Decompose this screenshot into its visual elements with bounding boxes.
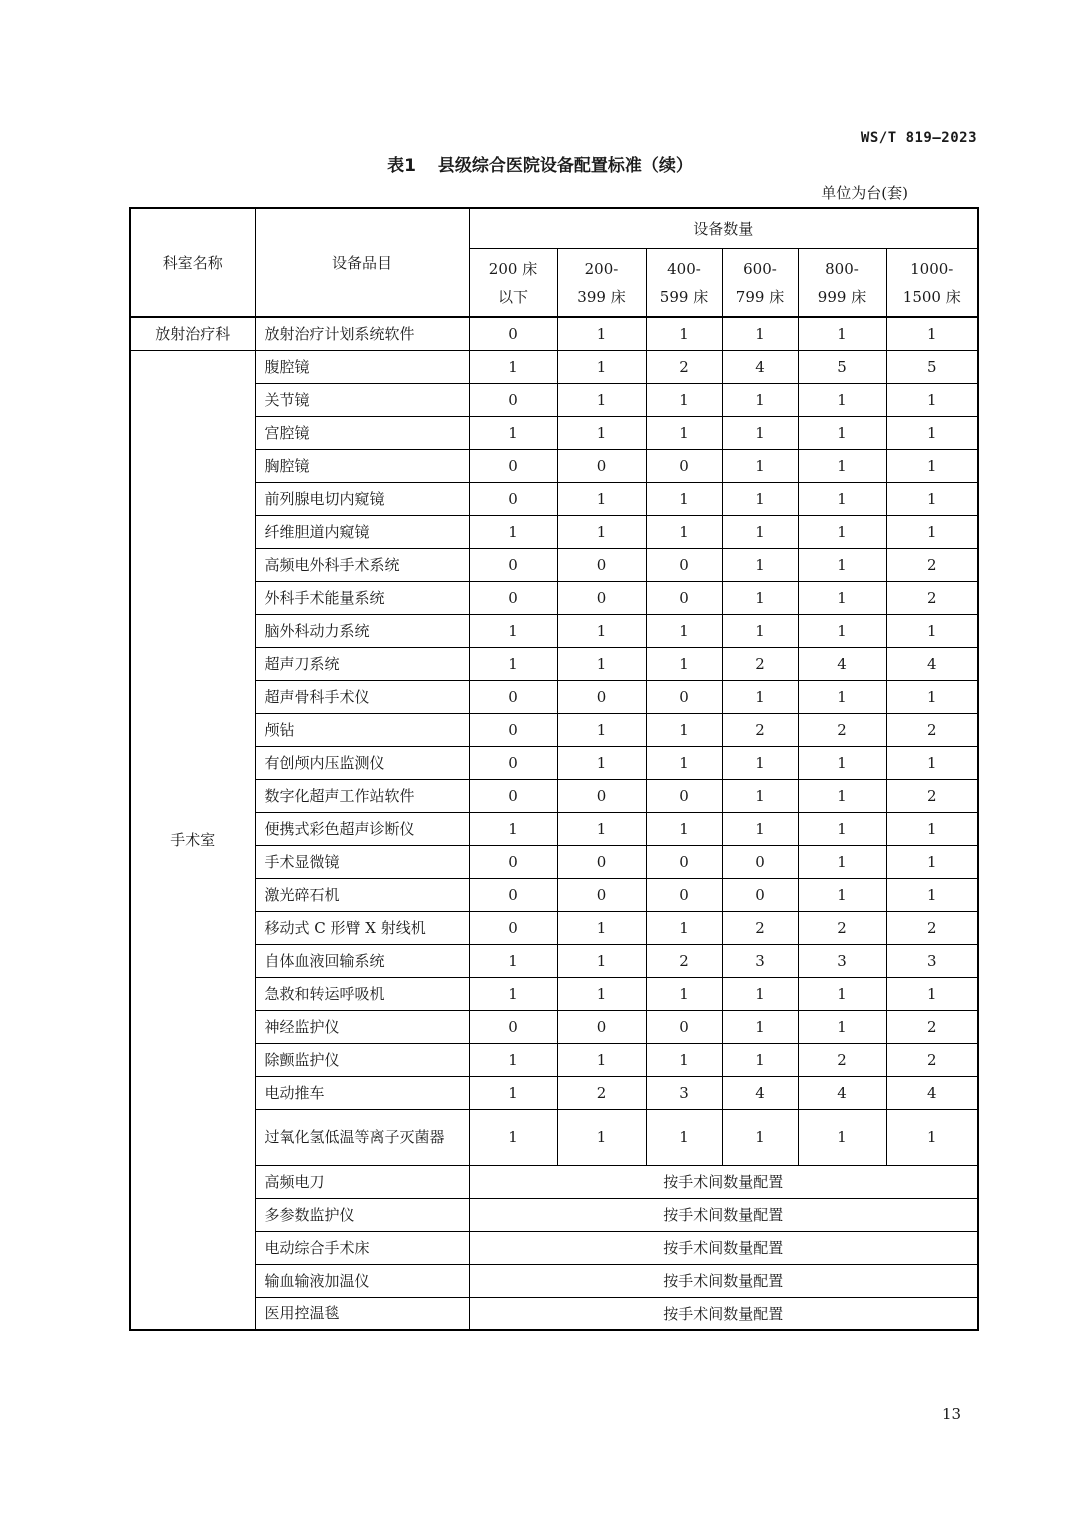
quantity-cell: 1 <box>469 1109 557 1165</box>
quantity-cell: 1 <box>798 614 886 647</box>
quantity-cell: 2 <box>886 581 978 614</box>
quantity-cell: 1 <box>646 977 722 1010</box>
equipment-item: 电动综合手术床 <box>255 1231 469 1264</box>
quantity-cell: 1 <box>646 317 722 350</box>
quantity-cell: 1 <box>886 878 978 911</box>
quantity-cell: 1 <box>722 416 798 449</box>
quantity-cell: 2 <box>557 1076 646 1109</box>
table-row <box>130 1264 978 1297</box>
header-bed-range <box>886 249 978 318</box>
table-row <box>130 1076 978 1109</box>
quantity-cell: 0 <box>646 548 722 581</box>
quantity-cell: 1 <box>469 614 557 647</box>
quantity-cell: 2 <box>798 911 886 944</box>
table-row <box>130 746 978 779</box>
quantity-cell: 1 <box>722 1109 798 1165</box>
quantity-cell: 2 <box>886 1043 978 1076</box>
quantity-cell: 2 <box>886 779 978 812</box>
quantity-cell: 1 <box>722 614 798 647</box>
quantity-cell: 1 <box>798 680 886 713</box>
quantity-cell: 0 <box>557 548 646 581</box>
header-bed-range <box>646 249 722 318</box>
quantity-cell: 2 <box>722 647 798 680</box>
quantity-cell: 1 <box>646 416 722 449</box>
quantity-note: 按手术间数量配置 <box>469 1264 978 1297</box>
quantity-cell: 1 <box>722 746 798 779</box>
department-name: 放射治疗科 <box>130 317 255 350</box>
table-number: 表1 <box>387 156 416 176</box>
quantity-cell: 3 <box>798 944 886 977</box>
quantity-cell: 2 <box>886 911 978 944</box>
quantity-cell: 1 <box>722 680 798 713</box>
quantity-cell: 5 <box>886 350 978 383</box>
table-row <box>130 680 978 713</box>
equipment-item: 前列腺电切内窥镜 <box>255 482 469 515</box>
table-row <box>130 713 978 746</box>
quantity-cell: 0 <box>557 1010 646 1043</box>
bed-range-line2: 999 床 <box>817 287 867 306</box>
quantity-cell: 1 <box>798 482 886 515</box>
quantity-cell: 1 <box>469 647 557 680</box>
quantity-cell: 1 <box>886 515 978 548</box>
quantity-cell: 1 <box>886 977 978 1010</box>
quantity-cell: 1 <box>557 317 646 350</box>
equipment-item: 手术显微镜 <box>255 845 469 878</box>
equipment-item: 外科手术能量系统 <box>255 581 469 614</box>
quantity-cell: 1 <box>646 614 722 647</box>
equipment-item: 腹腔镜 <box>255 350 469 383</box>
quantity-cell: 0 <box>557 845 646 878</box>
quantity-cell: 1 <box>722 1010 798 1043</box>
quantity-cell: 1 <box>886 416 978 449</box>
quantity-cell: 1 <box>886 812 978 845</box>
quantity-cell: 1 <box>557 911 646 944</box>
quantity-cell: 4 <box>886 647 978 680</box>
table-row <box>130 1010 978 1043</box>
quantity-note: 按手术间数量配置 <box>469 1297 978 1330</box>
quantity-cell: 0 <box>469 713 557 746</box>
quantity-cell: 1 <box>557 977 646 1010</box>
bed-range-line2: 1500 床 <box>902 287 961 306</box>
equipment-item: 输血输液加温仪 <box>255 1264 469 1297</box>
quantity-cell: 0 <box>469 779 557 812</box>
equipment-item: 脑外科动力系统 <box>255 614 469 647</box>
header-bed-range <box>557 249 646 318</box>
table-row <box>130 647 978 680</box>
bed-range-line1: 800- <box>825 259 859 278</box>
quantity-cell: 0 <box>469 878 557 911</box>
quantity-cell: 1 <box>722 977 798 1010</box>
table-row <box>130 977 978 1010</box>
equipment-item: 胸腔镜 <box>255 449 469 482</box>
quantity-cell: 1 <box>722 1043 798 1076</box>
quantity-cell: 2 <box>646 350 722 383</box>
quantity-cell: 1 <box>557 416 646 449</box>
table-title-text: 县级综合医院设备配置标准（续） <box>437 156 693 176</box>
table-row <box>130 614 978 647</box>
quantity-cell: 1 <box>469 1076 557 1109</box>
bed-range-line1: 1000- <box>910 259 954 278</box>
quantity-cell: 0 <box>469 449 557 482</box>
quantity-cell: 4 <box>722 1076 798 1109</box>
quantity-cell: 0 <box>469 383 557 416</box>
quantity-cell: 2 <box>886 1010 978 1043</box>
header-bed-range <box>469 249 557 318</box>
quantity-cell: 1 <box>798 779 886 812</box>
quantity-cell: 1 <box>557 350 646 383</box>
quantity-cell: 1 <box>798 1109 886 1165</box>
equipment-item: 多参数监护仪 <box>255 1198 469 1231</box>
equipment-item: 急救和转运呼吸机 <box>255 977 469 1010</box>
quantity-cell: 2 <box>886 713 978 746</box>
quantity-cell: 1 <box>722 581 798 614</box>
quantity-cell: 1 <box>557 647 646 680</box>
quantity-cell: 0 <box>469 680 557 713</box>
quantity-cell: 1 <box>646 383 722 416</box>
equipment-item: 放射治疗计划系统软件 <box>255 317 469 350</box>
quantity-cell: 1 <box>646 713 722 746</box>
table-row <box>130 911 978 944</box>
table-row <box>130 812 978 845</box>
bed-range-line2: 599 床 <box>659 287 709 306</box>
quantity-cell: 1 <box>469 944 557 977</box>
quantity-cell: 0 <box>646 779 722 812</box>
quantity-cell: 1 <box>886 845 978 878</box>
quantity-cell: 1 <box>798 548 886 581</box>
quantity-cell: 3 <box>886 944 978 977</box>
quantity-cell: 1 <box>557 614 646 647</box>
quantity-cell: 1 <box>886 383 978 416</box>
quantity-cell: 2 <box>798 1043 886 1076</box>
bed-range-line1: 600- <box>743 259 777 278</box>
page-number: 13 <box>942 1405 962 1423</box>
quantity-cell: 0 <box>557 779 646 812</box>
equipment-item: 自体血液回输系统 <box>255 944 469 977</box>
equipment-item: 有创颅内压监测仪 <box>255 746 469 779</box>
quantity-cell: 1 <box>646 1043 722 1076</box>
table-row <box>130 1165 978 1198</box>
quantity-cell: 1 <box>886 614 978 647</box>
quantity-cell: 1 <box>722 383 798 416</box>
quantity-cell: 4 <box>886 1076 978 1109</box>
equipment-item: 颅钻 <box>255 713 469 746</box>
quantity-cell: 1 <box>798 581 886 614</box>
quantity-cell: 0 <box>469 746 557 779</box>
quantity-cell: 1 <box>469 515 557 548</box>
quantity-cell: 1 <box>798 977 886 1010</box>
equipment-item: 高频电刀 <box>255 1165 469 1198</box>
quantity-cell: 1 <box>646 812 722 845</box>
quantity-cell: 2 <box>722 713 798 746</box>
table-row <box>130 845 978 878</box>
table-row <box>130 449 978 482</box>
quantity-cell: 2 <box>798 713 886 746</box>
table-row <box>130 317 978 350</box>
quantity-cell: 1 <box>798 317 886 350</box>
quantity-note: 按手术间数量配置 <box>469 1198 978 1231</box>
quantity-cell: 1 <box>469 416 557 449</box>
table-row <box>130 515 978 548</box>
header-item: 设备品目 <box>255 208 469 317</box>
quantity-cell: 1 <box>646 911 722 944</box>
quantity-cell: 1 <box>557 1043 646 1076</box>
quantity-cell: 0 <box>469 482 557 515</box>
quantity-cell: 1 <box>798 1010 886 1043</box>
quantity-cell: 0 <box>469 845 557 878</box>
quantity-cell: 1 <box>557 713 646 746</box>
table-row <box>130 383 978 416</box>
quantity-cell: 4 <box>798 1076 886 1109</box>
table-row <box>130 878 978 911</box>
quantity-cell: 1 <box>557 1109 646 1165</box>
table-row <box>130 581 978 614</box>
equipment-item: 移动式 C 形臂 X 射线机 <box>255 911 469 944</box>
quantity-cell: 1 <box>886 317 978 350</box>
department-name: 手术室 <box>130 350 255 1330</box>
quantity-cell: 1 <box>798 878 886 911</box>
quantity-cell: 1 <box>646 746 722 779</box>
table-row <box>130 944 978 977</box>
equipment-item: 电动推车 <box>255 1076 469 1109</box>
bed-range-line2: 399 床 <box>577 287 626 306</box>
quantity-cell: 1 <box>469 977 557 1010</box>
quantity-cell: 0 <box>469 1010 557 1043</box>
quantity-cell: 3 <box>722 944 798 977</box>
equipment-item: 高频电外科手术系统 <box>255 548 469 581</box>
bed-range-line1: 200 床 <box>488 259 538 278</box>
quantity-cell: 2 <box>886 548 978 581</box>
quantity-cell: 1 <box>798 416 886 449</box>
quantity-cell: 1 <box>557 812 646 845</box>
table-row <box>130 548 978 581</box>
equipment-item: 除颤监护仪 <box>255 1043 469 1076</box>
standard-code: WS/T 819—2023 <box>860 130 977 146</box>
quantity-cell: 1 <box>722 779 798 812</box>
quantity-cell: 0 <box>469 581 557 614</box>
quantity-cell: 1 <box>886 746 978 779</box>
table-row <box>130 416 978 449</box>
equipment-item: 便携式彩色超声诊断仪 <box>255 812 469 845</box>
quantity-cell: 0 <box>646 845 722 878</box>
header-dept: 科室名称 <box>130 208 255 317</box>
quantity-cell: 1 <box>646 647 722 680</box>
quantity-cell: 1 <box>886 449 978 482</box>
quantity-cell: 1 <box>722 515 798 548</box>
table-row <box>130 1198 978 1231</box>
quantity-cell: 1 <box>557 746 646 779</box>
quantity-cell: 4 <box>798 647 886 680</box>
quantity-cell: 0 <box>646 1010 722 1043</box>
quantity-cell: 1 <box>722 317 798 350</box>
quantity-cell: 1 <box>798 383 886 416</box>
quantity-cell: 2 <box>722 911 798 944</box>
quantity-cell: 1 <box>886 482 978 515</box>
quantity-cell: 1 <box>798 746 886 779</box>
quantity-cell: 0 <box>646 878 722 911</box>
bed-range-line1: 200- <box>584 259 619 278</box>
unit-note: 单位为台(套) <box>821 184 908 202</box>
table-row <box>130 350 978 383</box>
quantity-cell: 1 <box>886 1109 978 1165</box>
table-row <box>130 779 978 812</box>
quantity-cell: 3 <box>646 1076 722 1109</box>
quantity-cell: 0 <box>557 680 646 713</box>
quantity-cell: 0 <box>469 317 557 350</box>
quantity-cell: 2 <box>646 944 722 977</box>
quantity-cell: 0 <box>646 581 722 614</box>
equipment-item: 纤维胆道内窥镜 <box>255 515 469 548</box>
quantity-cell: 0 <box>646 680 722 713</box>
quantity-cell: 1 <box>722 812 798 845</box>
quantity-cell: 1 <box>722 548 798 581</box>
header-quantity: 设备数量 <box>469 208 978 249</box>
quantity-cell: 1 <box>798 515 886 548</box>
quantity-cell: 0 <box>557 449 646 482</box>
quantity-cell: 1 <box>798 845 886 878</box>
quantity-cell: 1 <box>646 482 722 515</box>
bed-range-line1: 400- <box>667 259 701 278</box>
quantity-cell: 1 <box>557 482 646 515</box>
equipment-item: 过氧化氢低温等离子灭菌器 <box>255 1109 469 1165</box>
quantity-cell: 1 <box>469 812 557 845</box>
table-row <box>130 1231 978 1264</box>
quantity-note: 按手术间数量配置 <box>469 1165 978 1198</box>
equipment-item: 医用控温毯 <box>255 1297 469 1330</box>
quantity-cell: 1 <box>722 482 798 515</box>
equipment-item: 超声刀系统 <box>255 647 469 680</box>
table-row <box>130 1109 978 1165</box>
quantity-cell: 1 <box>557 944 646 977</box>
quantity-cell: 0 <box>722 845 798 878</box>
quantity-cell: 1 <box>557 515 646 548</box>
header-bed-range <box>798 249 886 318</box>
table-row <box>130 1297 978 1330</box>
quantity-cell: 0 <box>557 878 646 911</box>
equipment-item: 宫腔镜 <box>255 416 469 449</box>
quantity-cell: 1 <box>798 812 886 845</box>
equipment-item: 数字化超声工作站软件 <box>255 779 469 812</box>
quantity-cell: 1 <box>798 449 886 482</box>
quantity-cell: 0 <box>646 449 722 482</box>
quantity-cell: 1 <box>886 680 978 713</box>
equipment-item: 超声骨科手术仪 <box>255 680 469 713</box>
equipment-item: 神经监护仪 <box>255 1010 469 1043</box>
equipment-item: 激光碎石机 <box>255 878 469 911</box>
quantity-cell: 0 <box>469 911 557 944</box>
equipment-item: 关节镜 <box>255 383 469 416</box>
quantity-cell: 1 <box>646 515 722 548</box>
quantity-cell: 1 <box>469 350 557 383</box>
quantity-cell: 5 <box>798 350 886 383</box>
bed-range-line2: 799 床 <box>735 287 785 306</box>
quantity-cell: 0 <box>557 581 646 614</box>
bed-range-line2: 以下 <box>497 287 528 306</box>
quantity-cell: 0 <box>469 548 557 581</box>
table-row <box>130 1043 978 1076</box>
quantity-cell: 0 <box>722 878 798 911</box>
quantity-cell: 1 <box>646 1109 722 1165</box>
equipment-table <box>129 207 979 1331</box>
quantity-cell: 1 <box>469 1043 557 1076</box>
quantity-cell: 1 <box>722 449 798 482</box>
quantity-cell: 4 <box>722 350 798 383</box>
quantity-note: 按手术间数量配置 <box>469 1231 978 1264</box>
table-title <box>0 151 1080 176</box>
table-row <box>130 482 978 515</box>
quantity-cell: 1 <box>557 383 646 416</box>
header-bed-range <box>722 249 798 318</box>
